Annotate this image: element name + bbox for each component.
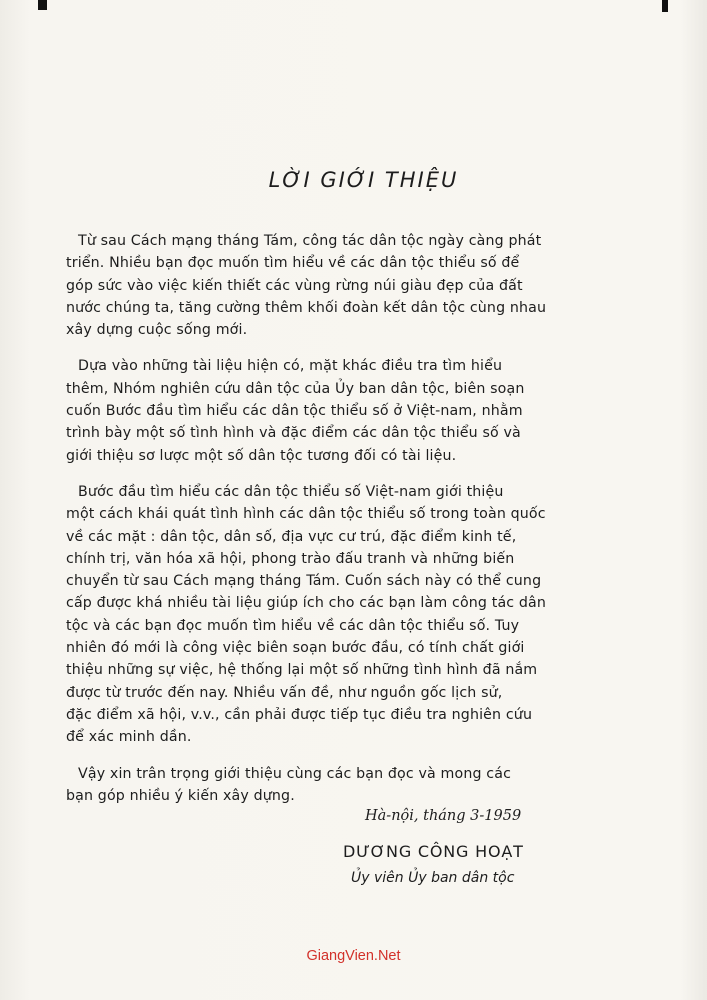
text-line: chuyển từ sau Cách mạng tháng Tám. Cuốn sách này có thể cung <box>66 573 542 590</box>
signature-role: Ủy viên Ủy ban dân tộc <box>351 870 515 886</box>
text-line: nước chúng ta, tăng cường thêm khối đoàn kết dân tộc cùng nhau <box>66 299 547 316</box>
scan-speck <box>38 0 47 10</box>
signature-date: Hà-nội, tháng 3-1959 <box>365 808 522 824</box>
watermark: GiangVien.Net <box>306 948 401 964</box>
text-line: thiệu những sự việc, hệ thống lại một số những tình hình đã nắm <box>66 662 538 679</box>
text-line: để xác minh dần. <box>66 729 192 746</box>
text-line: Dựa vào những tài liệu hiện có, mặt khác điều tra tìm hiểu <box>78 358 503 375</box>
text-line: Bước đầu tìm hiểu các dân tộc thiểu số Việt-nam giới thiệu <box>78 483 504 500</box>
text-line: góp sức vào việc kiến thiết các vùng rừng núi giàu đẹp của đất <box>66 277 523 294</box>
text-line: đặc điểm xã hội, v.v., cần phải được tiếp tục điều tra nghiên cứu <box>66 706 533 723</box>
text-line: triển. Nhiều bạn đọc muốn tìm hiểu về các dân tộc thiểu số để <box>66 255 520 272</box>
paragraph <box>66 481 586 749</box>
text-line: cuốn Bước đầu tìm hiểu các dân tộc thiểu số ở Việt-nam, nhằm <box>66 403 523 420</box>
text-line: bạn góp nhiều ý kiến xây dựng. <box>66 787 295 804</box>
text-line: trình bày một số tình hình và đặc điểm các dân tộc thiểu số và <box>66 425 521 442</box>
text-line: cấp được khá nhiều tài liệu giúp ích cho các bạn làm công tác dân <box>66 595 547 612</box>
text-line: thêm, Nhóm nghiên cứu dân tộc của Ủy ban dân tộc, biên soạn <box>66 380 525 397</box>
signature-name: DƯƠNG CÔNG HOẠT <box>343 842 524 861</box>
text-line: chính trị, văn hóa xã hội, phong trào đấu tranh và những biến <box>66 550 515 567</box>
page-title: LỜI GIỚI THIỆU <box>268 168 459 192</box>
text-line: giới thiệu sơ lược một số dân tộc tương đối có tài liệu. <box>66 447 457 464</box>
text-line: về các mặt : dân tộc, dân số, địa vực cư trú, đặc điểm kinh tế, <box>66 528 517 545</box>
body-text <box>66 230 586 821</box>
text-line: Vậy xin trân trọng giới thiệu cùng các bạn đọc và mong các <box>78 765 512 782</box>
text-line: được từ trước đến nay. Nhiều vấn đề, như nguồn gốc lịch sử, <box>66 684 503 701</box>
text-line: xây dựng cuộc sống mới. <box>66 322 248 339</box>
paragraph <box>66 763 586 808</box>
paragraph <box>66 355 586 466</box>
text-line: nhiên đó mới là công việc biên soạn bước đầu, có tính chất giới <box>66 640 525 657</box>
paragraph <box>66 230 586 341</box>
text-line: Từ sau Cách mạng tháng Tám, công tác dân tộc ngày càng phát <box>78 233 542 249</box>
scan-speck <box>662 0 668 12</box>
text-line: một cách khái quát tình hình các dân tộc thiểu số trong toàn quốc <box>66 506 546 523</box>
text-line: tộc và các bạn đọc muốn tìm hiểu về các dân tộc thiểu số. Tuy <box>66 617 520 634</box>
